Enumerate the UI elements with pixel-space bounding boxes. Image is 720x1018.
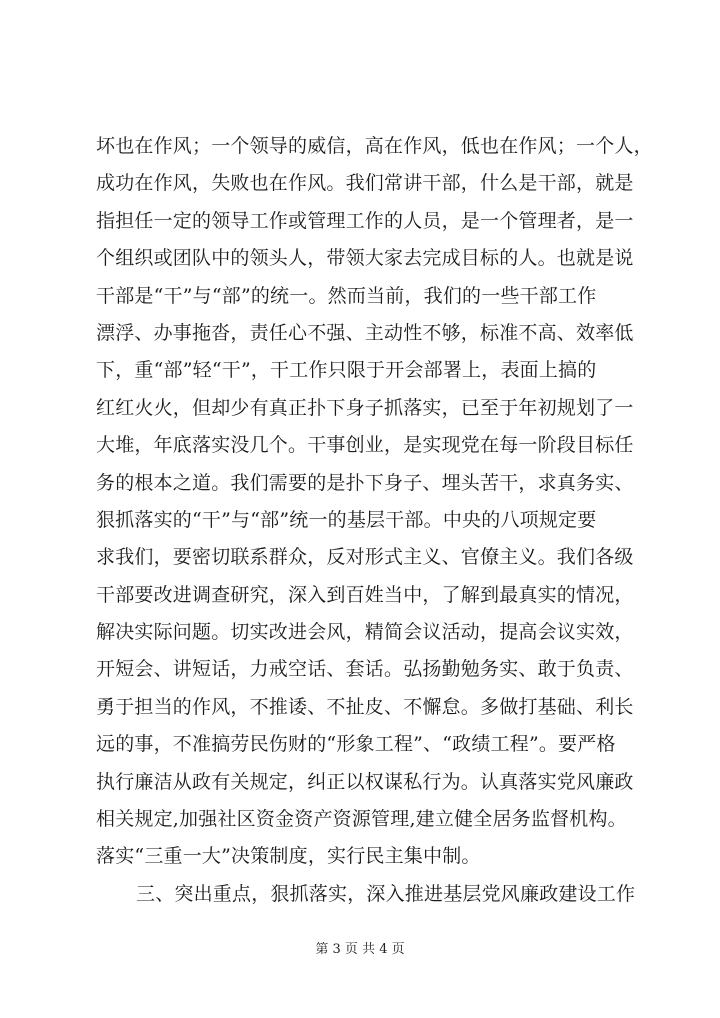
paragraph-line: 求我们，要密切联系群众，反对形式主义、官僚主义。我们各级 <box>96 546 634 569</box>
paragraph-line: 解决实际问题。切实改进会风，精简会议活动，提高会议实效， <box>96 621 634 644</box>
paragraph-line: 落实“三重一大”决策制度，实行民主集中制。 <box>96 845 481 868</box>
paragraph-line: 狠抓落实的“干”与“部”统一的基层干部。中央的八项规定要 <box>96 508 597 531</box>
paragraph-line: 执行廉洁从政有关规定，纠正以权谋私行为。认真落实党风廉政 <box>96 770 634 793</box>
paragraph-line: 坏也在作风；一个领导的威信，高在作风，低也在作风；一个人， <box>96 135 653 157</box>
paragraph-line: 开短会、讲短话，力戒空话、套话。弘扬勤勉务实、敢于负责、 <box>96 658 634 681</box>
paragraph-line: 务的根本之道。我们需要的是扑下身子、埋头苦干，求真务实、 <box>96 471 634 494</box>
paragraph-line: 大堆，年底落实没几个。干事创业，是实现党在每一阶段目标任 <box>96 434 634 457</box>
paragraph-line: 干部是“干”与“部”的统一。然而当前，我们的一些干部工作 <box>96 284 597 307</box>
paragraph-line: 相关规定,加强社区资金资产资源管理,建立健全居务监督机构。 <box>96 808 627 831</box>
section-heading: 三、突出重点，狠抓落实，深入推进基层党风廉政建设工作 <box>136 882 636 905</box>
paragraph-line: 漂浮、办事拖沓，责任心不强、主动性不够，标准不高、效率低 <box>96 321 634 344</box>
body-text <box>96 128 653 913</box>
paragraph-line: 指担任一定的领导工作或管理工作的人员，是一个管理者，是一 <box>96 209 634 232</box>
paragraph-line: 干部要改进调查研究，深入到百姓当中，了解到最真实的情况， <box>96 583 634 606</box>
paragraph-line: 远的事，不准搞劳民伤财的“形象工程”、“政绩工程”。要严格 <box>96 733 616 756</box>
paragraph-line: 下，重“部”轻“干”，干工作只限于开会部署上，表面上搞的 <box>96 359 597 382</box>
paragraph-line: 勇于担当的作风，不推诿、不扯皮、不懈怠。多做打基础、利长 <box>96 695 634 718</box>
paragraph-line: 红红火火，但却少有真正扑下身子抓落实，已至于年初规划了一 <box>96 396 634 419</box>
paragraph-line: 成功在作风，失败也在作风。我们常讲干部，什么是干部，就是 <box>96 172 634 195</box>
paragraph-line: 个组织或团队中的领头人，带领大家去完成目标的人。也就是说 <box>96 247 634 270</box>
page-number-footer: 第 3 页 共 4 页 <box>315 942 405 957</box>
